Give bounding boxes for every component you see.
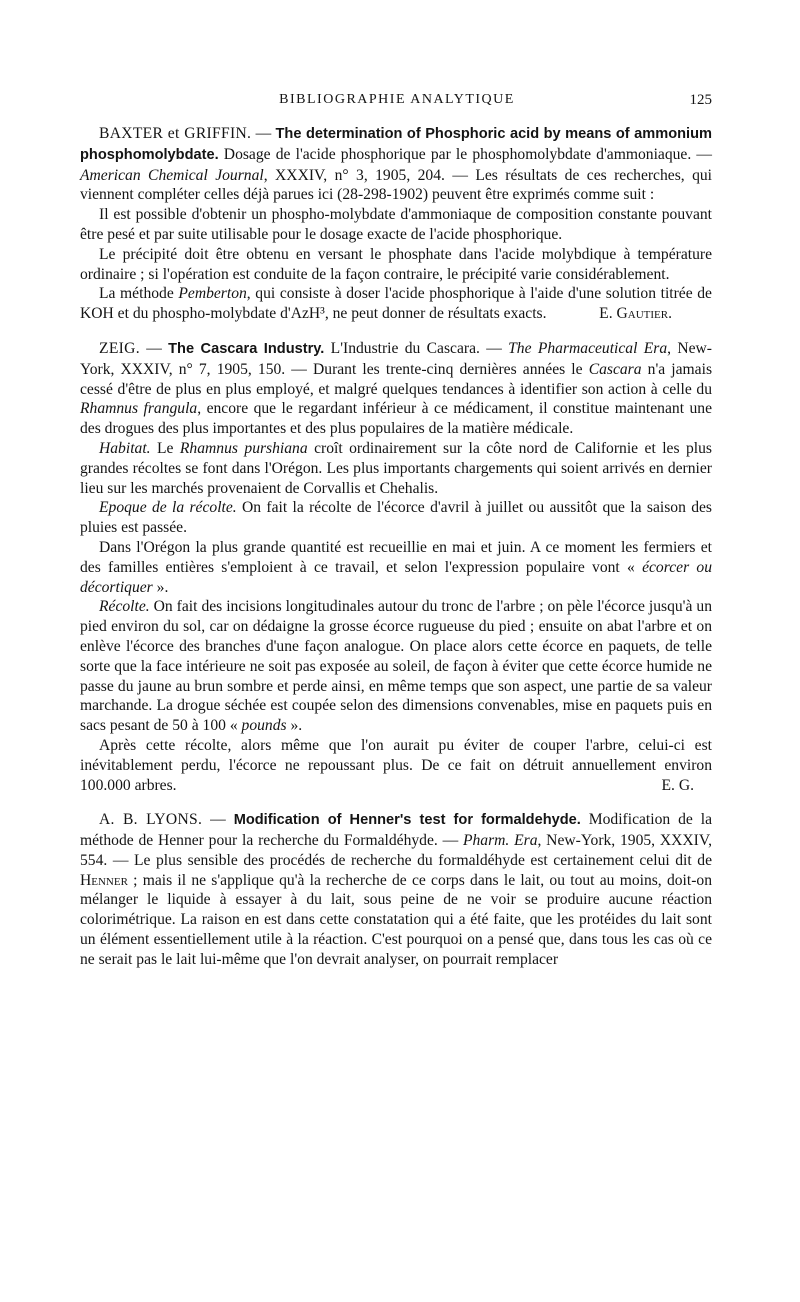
review-text: Après cette récolte, alors même que l'on aurait pu éviter de couper l'arbre, celui-ci est inévitablement perdu, l'écorce ne repoussant plus. De ce fait on détruit annuellement environ 100.000 arbres. — [80, 736, 712, 794]
review-paragraph — [80, 736, 712, 795]
quoted-expression: écorcer ou décortiquer — [80, 558, 712, 596]
review-lyons — [80, 810, 712, 969]
review-text: On fait la récolte de l'écorce d'avril à juillet ou aussitôt que la saison des pluies est passée. — [80, 499, 712, 537]
page-number: 125 — [689, 92, 712, 108]
review-text: Dans l'Orégon la plus grande quantité est recueillie en mai et juin. A ce moment les fermiers et des familles entières s'emploient à ce travail, et selon l'expression populaire vont « — [80, 538, 712, 576]
review-paragraph: Le précipité doit être obtenu en versant le phosphate dans l'acide molybdique à température ordinaire ; si l'opération est conduite de la façon contraire, le précipité varie considérablement. — [80, 245, 712, 283]
page-body — [80, 124, 712, 985]
section-label: Epoque de la récolte. — [99, 499, 237, 517]
species-name: Rhamnus purshiana — [179, 439, 308, 457]
running-head — [82, 92, 712, 114]
review-author: A. B. LYONS. — [99, 811, 203, 829]
review-text: ». — [286, 717, 303, 735]
review-intro: L'Industrie du Cascara. — — [324, 339, 509, 357]
species-name: Cascara — [588, 360, 642, 378]
review-text: , XXXIV, n° 3, 1905, 204. — Les résultats de ces recherches, qui viennent compléter celles déjà parues ici (28-298-1902) peuvent être exprimés comme suit : — [80, 166, 712, 204]
review-title: The determination of Phosphoric acid by means of ammonium phosphomolybdate. — [80, 126, 712, 163]
person-name: Henner — [80, 871, 128, 889]
review-text: ». — [152, 578, 169, 596]
review-text: Le — [150, 439, 180, 457]
review-text: , New-York, 1905, XXXIV, 554. — Le plus sensible des procédés de recherche du formaldéhyde est certainement celui dit de — [80, 832, 712, 869]
review-signature — [580, 304, 672, 324]
review-paragraph — [80, 124, 712, 205]
review-author: BAXTER et GRIFFIN. — [99, 125, 252, 142]
unit-word: pounds — [241, 717, 287, 735]
review-zeig — [80, 339, 712, 795]
review-paragraph — [80, 284, 712, 324]
review-paragraph — [80, 597, 712, 736]
separator: — — [139, 339, 169, 357]
section-label: Habitat. — [99, 439, 151, 457]
review-signature: E. G. — [661, 776, 694, 794]
review-text: La méthode — [99, 285, 179, 303]
section-label: Récolte. — [99, 598, 150, 616]
review-paragraph — [80, 439, 712, 498]
signature-name: Gautier. — [616, 305, 672, 323]
review-paragraph — [80, 339, 712, 439]
review-title: The Cascara Industry. — [168, 340, 325, 357]
review-baxter-griffin — [80, 124, 712, 324]
review-text: ; mais il ne s'applique qu'à la recherche de ce corps dans le lait, ou tout au moins, doit-on mélanger le liquide à essayer à du lait, sous peine de ne voir se produire aucune réaction colorimétrique. La raison en est dans cette constatation qui a été faite, que les protéides du lait sont un élément essentiellement utile à la réaction. C'est pourquoi on a pensé que, dans tous les cas où ce ne serait pas le lait lui-même que l'on devrait analyser, on pourrait remplacer — [80, 871, 712, 968]
review-intro: Dosage de l'acide phosphorique par le phosphomolybdate d'ammoniaque. — — [218, 145, 712, 163]
method-name: Pemberton — [178, 285, 247, 303]
review-text: , qui consiste à doser l'acide phosphorique à l'aide d'une solution titrée de KOH et du phospho-molybdate d'AzH³, ne peut donner de résultats exacts. — [80, 285, 712, 323]
journal-name: American Chemical Journal — [80, 166, 264, 184]
signature-initial: E. — [599, 305, 617, 323]
review-intro: Modification de la méthode de Henner pour la recherche du Formaldéhyde. — — [80, 811, 712, 850]
review-text: , New-York, XXXIV, n° 7, 1905, 150. — Durant les trente-cinq dernières années le — [80, 339, 712, 378]
review-text: n'a jamais cessé d'être de plus en plus employé, et malgré quelques tendances à identifier son action à celle du — [80, 360, 713, 398]
review-text: On fait des incisions longitudinales autour du tronc de l'arbre ; on pèle l'écorce jusqu'à un pied environ du sol, car on dédaigne la grosse écorce rugueuse du pied ; ensuite on abat l'arbre et on enlève l'écorce des branches d'une façon analogue. On place alors cette écorce en paquets, de telle sorte que la face intérieure ne soit pas exposée au soleil, de façon à éviter que cette écorce humide ne passe du jaune au brun sombre et perde ainsi, en même temps que son aspect, une partie de sa valeur marchande. La drogue séchée est coupée selon des dimensions convenables, mise en paquets puis en sacs pesant de 50 à 100 « — [80, 598, 712, 735]
review-paragraph — [80, 810, 712, 969]
journal-name: Pharm. Era — [462, 832, 538, 850]
review-title: Modification of Henner's test for formaldehyde. — [233, 812, 581, 829]
review-author: ZEIG. — [99, 339, 140, 357]
species-name: Rhamnus frangula — [80, 400, 198, 418]
review-paragraph: Il est possible d'obtenir un phospho-molybdate d'ammoniaque de composition constante pouvant être pesé et par suite utilisable pour le dosage exacte de l'acide phosphorique. — [80, 206, 712, 243]
review-paragraph — [80, 498, 712, 538]
review-text: , encore que le regardant inférieur à ce médicament, il constitue maintenant une des drogues des plus importantes et des plus populaires de la matière médicale. — [80, 400, 712, 438]
review-paragraph — [80, 538, 712, 597]
review-text: croît ordinairement sur la côte nord de Californie et les plus grandes récoltes se font dans l'Orégon. Les plus importants chargements qui soient arrivés en dernier lieu sur les marchés provenaient de Corvallis et Chehalis. — [80, 439, 712, 497]
separator: — — [202, 811, 234, 829]
separator: — — [251, 125, 276, 142]
journal-name: The Pharmaceutical Era — [508, 339, 668, 357]
running-title: BIBLIOGRAPHIE ANALYTIQUE — [279, 92, 515, 107]
